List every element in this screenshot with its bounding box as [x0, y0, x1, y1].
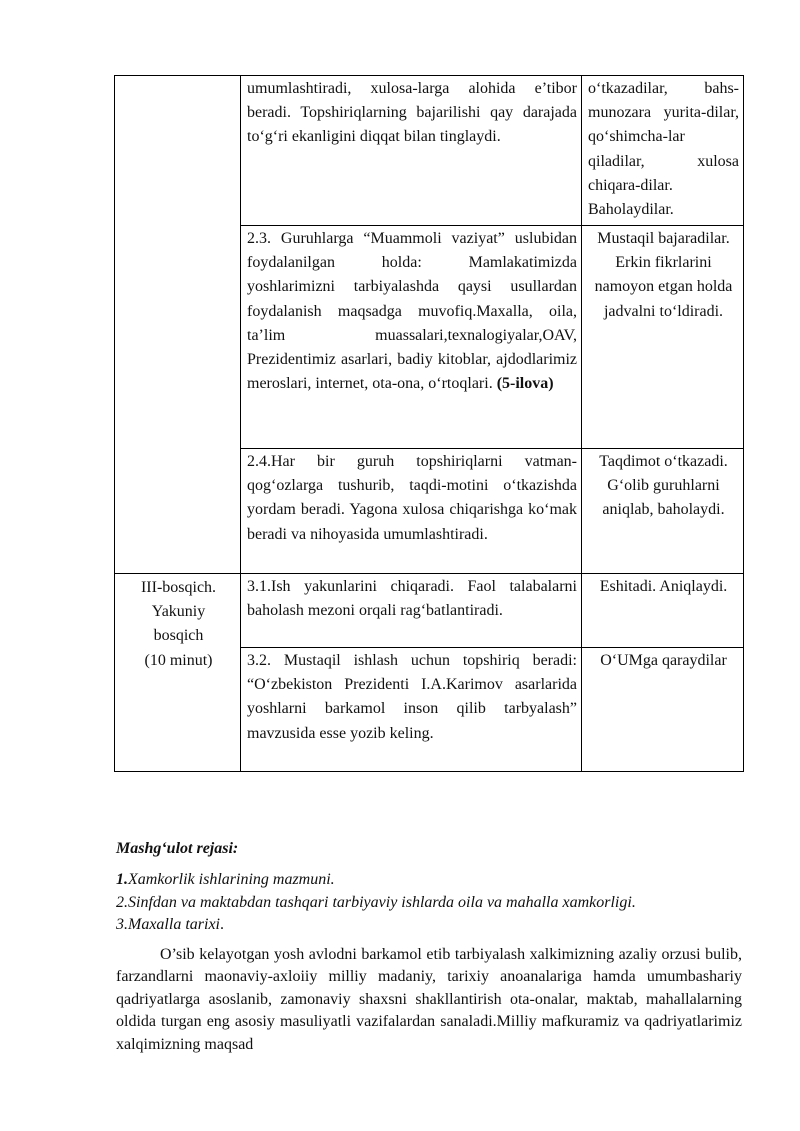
- body-paragraph: [116, 944, 742, 1056]
- table-row: [115, 76, 744, 226]
- stage-duration: (10 minut): [144, 651, 213, 669]
- stage-cell: [115, 76, 241, 574]
- student-activity-cell: Mustaqil bajaradilar. Erkin fikrlarini namoyon etgan holda jadvalni to‘ldiradi.: [582, 226, 744, 449]
- teacher-activity-cell: 3.2. Mustaqil ishlash uchun topshiriq beradi: “O‘zbekiston Prezidenti I.A.Karimov asarlarida yoshlarni barkamol inson qilib tarbyalash” mavzusida esse yozib keling.: [241, 648, 582, 772]
- plan-item: 2.Sinfdan va maktabdan tashqari tarbiyaviy ishlarda oila va mahalla xamkorligi.: [116, 893, 636, 911]
- plan-item: [116, 914, 742, 937]
- teacher-activity-cell: [241, 226, 582, 449]
- teacher-activity-text: 2.3. Guruhlarga “Muammoli vaziyat” uslubidan foydalanilgan holda: Mamlakatimizda yoshlarimizni tarbiyalashda qaysi usullardan foydalanish maqsadga muvofiq.Maxalla, oila, ta’lim muassalari,texnalogiyalar,OAV, Prezidentimiz asarlari, badiy kitoblar, ajdodlarimiz meroslari, internet, ota-ona, o‘rtoqlari.: [247, 230, 577, 393]
- stage-label: bosqich: [153, 627, 204, 645]
- lesson-plan-table: [114, 75, 744, 772]
- student-activity-cell: Taqdimot o‘tkazadi. G‘olib guruhlarni aniqlab, baholaydi.: [582, 449, 744, 574]
- plan-item-text: 3.Maxalla tarixi: [116, 916, 220, 934]
- plan-title: Mashg‘ulot rejasi:: [116, 840, 239, 857]
- teacher-activity-cell: 3.1.Ish yakunlarini chiqaradi. Faol talabalarni baholash mezoni orqali rag‘batlantiradi.: [241, 574, 582, 648]
- teacher-activity-cell: 2.4.Har bir guruh topshiriqlarni vatman-qog‘ozlarga tushurib, taqdi-motini o‘tkazishda yordam beradi. Yagona xulosa chiqarishga ko‘mak beradi va nihoyasida umumlashtiradi.: [241, 449, 582, 574]
- student-activity-cell: O‘UMga qaraydilar: [582, 648, 744, 772]
- student-activity-cell: o‘tkazadilar, bahs-munozara yurita-dilar, qo‘shimcha-lar qiladilar, xulosa chiqara-dilar. Baholaydilar.: [582, 76, 744, 226]
- appendix-ref: (5-ilova): [496, 375, 554, 393]
- teacher-activity-cell: umumlashtiradi, xulosa-larga alohida e’tibor beradi. Topshiriqlarning bajarilishi qay darajada to‘g‘ri ekanligini diqqat bilan tinglaydi.: [241, 76, 582, 226]
- stage-cell: [115, 574, 241, 772]
- plan-item-number: 1.: [116, 871, 128, 888]
- student-activity-cell: Eshitadi. Aniqlaydi.: [582, 574, 744, 648]
- stage-label: III-bosqich.: [140, 579, 217, 596]
- paragraph-text: O’sib kelayotgan yosh avlodni barkamol etib tarbiyalash xalkimizning azaliy orzusi bulib, farzandlarni maonaviy-axloiiy milliy madaniy, tarixiy anoanalariga hamda umumbashariy qadriyatlarga asoslanib, zamonaviy shaxsni shakllantirish ota-onalar, maktab, mahallalarning oldida turgan eng asosiy masuliyatli vazifalardan sanaladi.Milliy mafkuramiz va qadriyatlarimiz xalqimizning maqsad: [116, 946, 742, 1053]
- plan-item-end: .: [219, 916, 224, 934]
- plan-list: [116, 869, 742, 937]
- stage-label: Yakuniy: [151, 603, 206, 621]
- plan-item-text: Xamkorlik ishlarining mazmuni.: [128, 871, 335, 888]
- table-row: [115, 574, 744, 648]
- plan-item: [116, 869, 742, 892]
